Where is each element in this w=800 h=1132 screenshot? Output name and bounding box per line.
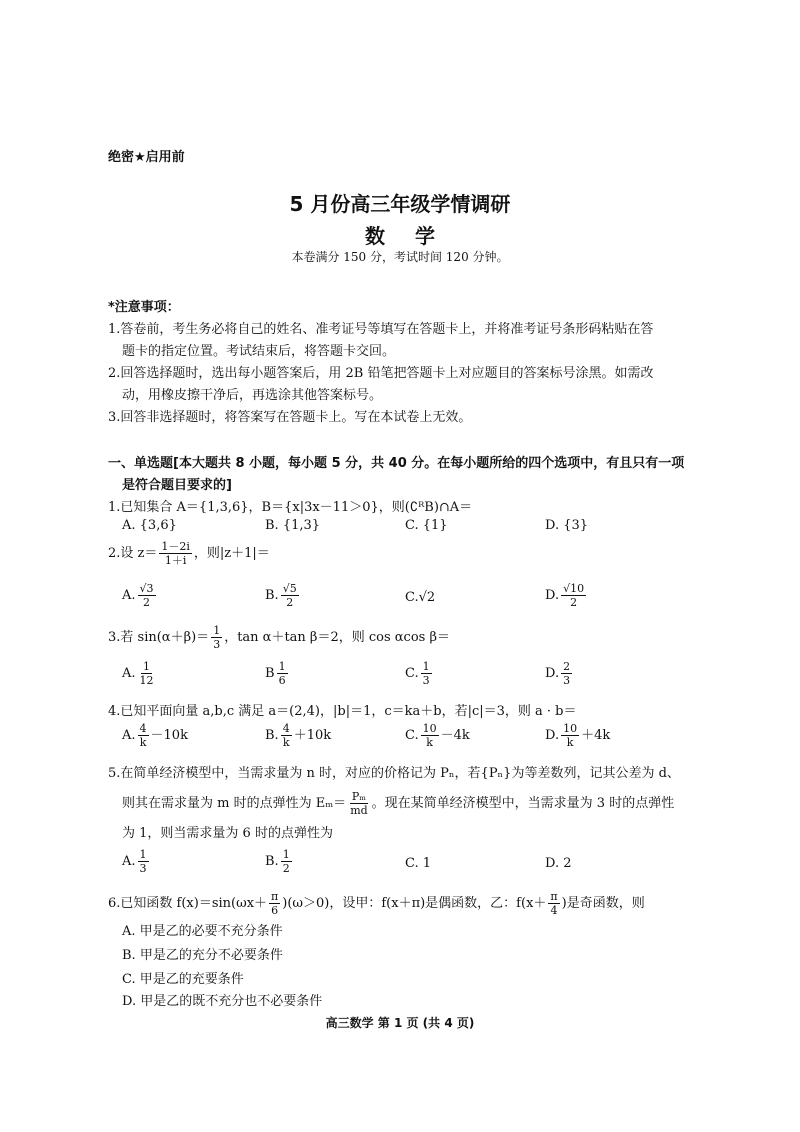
option-fraction — [281, 582, 299, 609]
q4-option-d — [545, 722, 610, 749]
question-2-stem — [108, 540, 270, 567]
q6-denominator-2: 4 — [550, 904, 558, 917]
question-4-stem: 4.已知平面向量 a,b,c 满足 a＝(2,4)，|b|＝1，c＝ka＋b，若|c|＝3，则 a · b＝ — [108, 704, 577, 719]
option-denominator: 6 — [278, 674, 286, 687]
q5-option-b — [265, 848, 294, 875]
option-fraction — [281, 848, 292, 875]
q5-option-a — [122, 848, 151, 875]
option-denominator: 2 — [570, 596, 578, 609]
option-fraction — [138, 582, 156, 609]
q6-fraction-1 — [269, 890, 280, 917]
option-denominator: 3 — [422, 674, 430, 687]
option-label: B. — [265, 854, 279, 869]
option-denominator: 2 — [282, 862, 290, 875]
notice-line: 2.回答选择题时，选出每小题答案后，用 2B 铅笔把答题卡上对应题目的答案标号涂黑。如需改 — [108, 366, 654, 381]
option-label: B. — [265, 728, 279, 743]
option-denominator: 2 — [286, 596, 294, 609]
option-label: C. — [405, 666, 419, 681]
option-fraction — [138, 722, 149, 749]
q5-option-c — [405, 856, 431, 871]
option-numerator: 10 — [563, 722, 578, 735]
option-denominator: k — [426, 736, 433, 749]
question-3-stem — [108, 624, 450, 651]
q2-option-c — [405, 590, 435, 605]
q3-numerator: 1 — [213, 624, 221, 637]
option-tail: －4k — [440, 728, 470, 743]
q2-option-b — [265, 582, 301, 609]
option-denominator: 3 — [139, 862, 147, 875]
q2-numerator: 1－2i — [161, 540, 190, 553]
option-numerator: 10 — [422, 722, 437, 735]
q3-option-d — [545, 660, 574, 687]
q2-denominator: 1＋i — [164, 554, 187, 567]
option-tail: ＋4k — [581, 728, 611, 743]
option-denominator: 12 — [139, 674, 154, 687]
q3-option-a — [122, 660, 158, 687]
notice-line: 1.答卷前，考生务必将自己的姓名、准考证号等填写在答题卡上，并将准考证号条形码粘贴在答 — [108, 322, 654, 337]
option-fraction — [421, 722, 439, 749]
option-denominator: k — [566, 736, 574, 749]
q3-denominator: 3 — [213, 638, 221, 651]
option-label: D. — [545, 728, 560, 743]
option-tail: －10k — [150, 728, 188, 743]
option-fraction — [277, 660, 288, 687]
question-1-stem: 1.已知集合 A＝{1,3,6}，B＝{x|3x－11＞0}，则(∁ᴿB)∩A＝ — [108, 500, 473, 515]
option-label: A. — [122, 666, 136, 681]
option-text: 1 — [422, 856, 432, 871]
q5-numerator: Pₘ — [351, 790, 366, 803]
option-fraction — [561, 582, 586, 609]
q5-option-d — [545, 856, 572, 871]
option-label: D. — [545, 666, 560, 681]
q4-option-b — [265, 722, 331, 749]
option-label: C. — [405, 728, 419, 743]
notice-line: 3.回答非选择题时，将答案写在答题卡上。写在本试卷上无效。 — [108, 410, 472, 425]
option-numerator: 1 — [282, 848, 290, 861]
option-label: A. — [122, 588, 136, 603]
exam-title: 5 月份高三年级学情调研 — [289, 192, 511, 216]
q3-option-b — [265, 660, 290, 687]
q5-line2-pre: 则其在需求量为 m 时的点弹性为 Eₘ＝ — [122, 796, 347, 811]
q6-option-b: B. 甲是乙的充分不必要条件 — [122, 948, 283, 963]
notice-line: 题卡的指定位置。考试结束后，将答题卡交回。 — [122, 344, 396, 359]
option-label: D. — [545, 856, 560, 871]
option-denominator: k — [282, 736, 290, 749]
exam-info: 本卷满分 150 分，考试时间 120 分钟。 — [291, 250, 509, 264]
q2-fraction — [159, 540, 192, 567]
q6-option-c: C. 甲是乙的充要条件 — [122, 972, 244, 987]
option-numerator: √3 — [139, 582, 154, 595]
option-numerator: 2 — [563, 660, 571, 673]
option-denominator: 2 — [143, 596, 151, 609]
option-fraction — [138, 660, 156, 687]
option-numerator: 1 — [278, 660, 286, 673]
q2-stem-pre: 2.设 z＝ — [108, 546, 158, 561]
q1-option-d: D. {3} — [545, 518, 589, 533]
q6-numerator-1: π — [271, 890, 279, 903]
option-label: B. — [265, 588, 279, 603]
q2-option-d — [545, 582, 588, 609]
option-label: A. — [122, 728, 136, 743]
q3-stem-pre: 3.若 sin(α＋β)＝ — [108, 630, 210, 645]
q6-denominator-1: 6 — [271, 904, 279, 917]
option-label: A. — [122, 854, 136, 869]
q3-option-c — [405, 660, 434, 687]
q6-fraction-2 — [548, 890, 559, 917]
subject-title: 数学 — [365, 224, 465, 248]
option-fraction — [561, 660, 572, 687]
question-5-line-2 — [122, 790, 674, 817]
option-text: 2 — [563, 856, 572, 871]
option-label: C. — [405, 856, 419, 871]
option-label: D. — [545, 588, 560, 603]
option-fraction — [138, 848, 149, 875]
q6-option-d: D. 甲是乙的既不充分也不必要条件 — [122, 994, 323, 1009]
question-5-line-3: 为 1，则当需求量为 6 时的点弹性为 — [122, 826, 333, 841]
section-heading-cont: 是符合题目要求的] — [122, 478, 232, 493]
option-tail: ＋10k — [293, 728, 332, 743]
q1-option-a: A. {3,6} — [122, 518, 177, 533]
q6-stem-post: )是奇函数，则 — [561, 896, 645, 911]
option-numerator: √10 — [563, 582, 585, 595]
option-denominator: 3 — [563, 674, 571, 687]
q5-line2-post: 。现在某简单经济模型中，当需求量为 3 时的点弹性 — [371, 796, 675, 811]
option-numerator: √5 — [282, 582, 297, 595]
option-fraction — [421, 660, 432, 687]
question-6-stem — [108, 890, 645, 917]
option-fraction — [281, 722, 292, 749]
question-5-line-1: 5.在简单经济模型中，当需求量为 n 时，对应的价格记为 Pₙ，若{Pₙ}为等差数列，记其公差为 d、 — [108, 766, 680, 781]
q6-numerator-2: π — [550, 890, 558, 903]
section-heading: 一、单选题[本大题共 8 小题，每小题 5 分，共 40 分。在每小题所给的四个选项中，有且只有一项 — [108, 456, 685, 471]
q3-fraction — [211, 624, 222, 651]
confidential-label: 绝密★启用前 — [108, 150, 185, 165]
option-numerator: 1 — [422, 660, 430, 673]
q1-option-c: C. {1} — [405, 518, 448, 533]
option-fraction — [561, 722, 579, 749]
option-numerator: 4 — [282, 722, 290, 735]
q4-option-a — [122, 722, 188, 749]
notice-title: *注意事项： — [108, 300, 180, 315]
option-label: B — [265, 666, 275, 681]
q6-stem-mid: )(ω＞0)，设甲：f(x＋π)是偶函数，乙：f(x＋ — [282, 896, 547, 911]
q2-option-a — [122, 582, 158, 609]
page-footer: 高三数学 第 1 页 (共 4 页) — [325, 1016, 475, 1030]
q6-stem-pre: 6.已知函数 f(x)＝sin(ωx＋ — [108, 896, 268, 911]
option-numerator: 1 — [143, 660, 151, 673]
q5-fraction — [348, 790, 369, 817]
q6-option-a: A. 甲是乙的必要不充分条件 — [122, 924, 283, 939]
option-text: √2 — [418, 590, 436, 605]
q5-denominator: md — [350, 804, 368, 817]
notice-line: 动，用橡皮擦干净后，再选涂其他答案标号。 — [122, 388, 383, 403]
q3-stem-post: ，tan α＋tan β＝2，则 cos αcos β＝ — [224, 630, 450, 645]
q1-option-b: B. {1,3} — [265, 518, 321, 533]
option-label: C. — [405, 590, 419, 605]
q2-stem-post: ，则|z＋1|＝ — [193, 546, 270, 561]
option-numerator: 1 — [139, 848, 147, 861]
option-numerator: 4 — [139, 722, 147, 735]
option-denominator: k — [139, 736, 147, 749]
q4-option-c — [405, 722, 470, 749]
